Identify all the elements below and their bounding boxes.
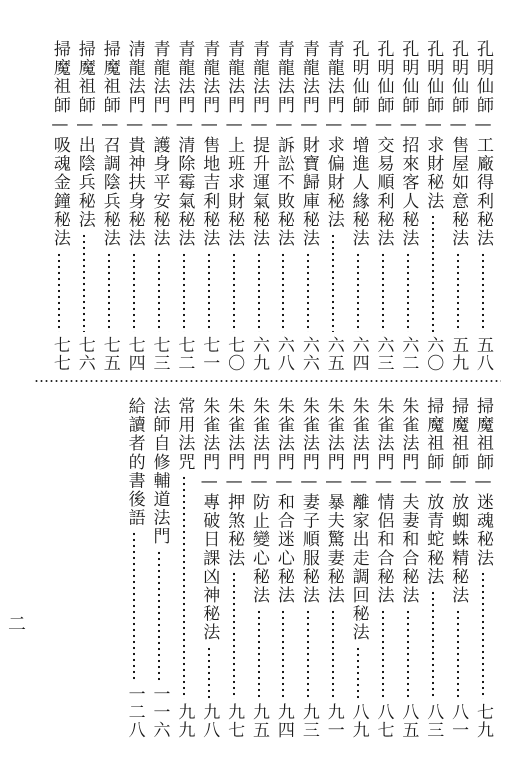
toc-entry-page: 九七 [224, 703, 245, 739]
dot-leader [482, 571, 484, 699]
toc-entry-page: 六四 [348, 336, 369, 372]
dot-leader [208, 646, 210, 699]
dot-leader [183, 252, 185, 332]
toc-entry[interactable] [271, 40, 296, 372]
toc-entry-page: 八九 [348, 703, 369, 739]
toc-entry[interactable] [221, 397, 246, 739]
toc-entry-title: 青龍法門—清除霉氣秘法 [174, 40, 195, 248]
toc-entry-page: 八一 [448, 703, 469, 739]
toc-entry[interactable] [171, 40, 196, 372]
toc-entry-title: 掃魔祖師—出陰兵秘法 [74, 40, 95, 229]
toc-entry-page: 九五 [249, 703, 270, 739]
toc-entry[interactable] [395, 40, 420, 372]
toc-entry[interactable] [296, 40, 321, 372]
dot-leader [407, 252, 409, 332]
toc-entry-title: 青龍法門—售地吉利秘法 [199, 40, 220, 248]
toc-entry[interactable] [147, 40, 172, 372]
toc-entry-title: 朱雀法門—離家出走調回秘法 [348, 397, 369, 642]
toc-entry-page: 七一 [199, 336, 220, 372]
toc-entry-title: 青龍法門—求偏財秘法 [323, 40, 344, 229]
toc-entry[interactable] [246, 397, 271, 739]
dot-leader [83, 233, 85, 332]
toc-entry-page: 六八 [273, 336, 294, 372]
toc-entry[interactable] [470, 397, 495, 739]
dot-leader [382, 609, 384, 699]
toc-entry-page: 七二 [174, 336, 195, 372]
toc-entry-title: 孔明仙師—工廠得利秘法 [473, 40, 494, 248]
dot-leader [58, 252, 60, 332]
toc-entry-page: 五九 [448, 336, 469, 372]
page-number: 二 [5, 614, 26, 632]
toc-entry-title: 青龍法門—訴訟不敗秘法 [273, 40, 294, 248]
toc-entry-page: 六二 [398, 336, 419, 372]
toc-entry-page: 六五 [323, 336, 344, 372]
toc-entry-title: 青龍法門—上班求財秘法 [224, 40, 245, 248]
dot-leader [233, 252, 235, 332]
dot-leader [282, 252, 284, 332]
toc-entry[interactable] [122, 397, 147, 739]
toc-entry[interactable] [72, 40, 97, 372]
toc-entry-title: 朱雀法門—夫妻和合秘法 [398, 397, 419, 605]
toc-entry[interactable] [420, 40, 445, 372]
toc-entry[interactable] [420, 397, 445, 739]
toc-entry-title: 朱雀法門—暴夫驚妻秘法 [323, 397, 344, 605]
toc-entry[interactable] [371, 40, 396, 372]
toc-entry-title: 朱雀法門—和合迷心秘法 [273, 397, 294, 605]
dot-leader [332, 609, 334, 699]
toc-entry-page: 八五 [398, 703, 419, 739]
dot-leader [432, 214, 434, 332]
toc-entry-page: 八三 [423, 703, 444, 739]
toc-entry-page: 六三 [373, 336, 394, 372]
toc-entry-title: 青龍法門—護身平安秘法 [149, 40, 170, 248]
toc-entry[interactable] [346, 397, 371, 739]
toc-entry[interactable] [171, 397, 196, 739]
toc-entry[interactable] [445, 397, 470, 739]
toc-entry-title: 孔明仙師—售屋如意秘法 [448, 40, 469, 248]
toc-entry[interactable] [246, 40, 271, 372]
toc-entry-page: 一二八 [124, 685, 145, 739]
toc-entry[interactable] [147, 397, 172, 739]
dot-leader [133, 252, 135, 332]
toc-entry[interactable] [196, 40, 221, 372]
dot-leader [158, 550, 160, 681]
toc-entry[interactable] [47, 40, 72, 372]
toc-entry[interactable] [221, 40, 246, 372]
toc-entry-title: 青龍法門—提升運氣秘法 [249, 40, 270, 248]
toc-entry-page: 九一 [323, 703, 344, 739]
toc-entry-page: 七七 [49, 336, 70, 372]
toc-entry-title: 朱雀法門—押煞秘法 [224, 397, 245, 568]
toc-entry-title: 孔明仙師—招來客人秘法 [398, 40, 419, 248]
toc-entry[interactable] [97, 40, 122, 372]
dot-leader [307, 252, 309, 332]
dot-leader [133, 531, 135, 681]
toc-entry-title: 給讀者的書後語 [124, 397, 145, 528]
toc-entry-page: 九三 [298, 703, 319, 739]
dot-leader [183, 475, 185, 699]
dot-leader [307, 609, 309, 699]
toc-entry-title: 清龍法門—貴神扶身秘法 [124, 40, 145, 248]
toc-entry-page: 九八 [199, 703, 220, 739]
toc-entry-title: 青龍法門—財寶歸庫秘法 [298, 40, 319, 248]
dot-leader [357, 646, 359, 699]
toc-entry-title: 孔明仙師—增進人緣秘法 [348, 40, 369, 248]
toc-entry-title: 朱雀法門—專破日課凶神秘法 [199, 397, 220, 642]
dot-leader [382, 252, 384, 332]
toc-entry-page: 七三 [149, 336, 170, 372]
toc-entry[interactable] [122, 40, 147, 372]
toc-entry[interactable] [321, 397, 346, 739]
toc-entry-page: 七五 [99, 336, 120, 372]
toc-entry-page: 五八 [473, 336, 494, 372]
toc-entry[interactable] [371, 397, 396, 739]
toc-entry-page: 八七 [373, 703, 394, 739]
dot-leader [457, 609, 459, 699]
dot-leader [108, 252, 110, 332]
dot-leader [457, 252, 459, 332]
toc-entry-title: 掃魔祖師—召調陰兵秘法 [99, 40, 120, 248]
toc-entry-page: 六〇 [423, 336, 444, 372]
toc-entry-page: 七〇 [224, 336, 245, 372]
toc-entry-page: 一一六 [149, 685, 170, 739]
toc-entry-title: 掃魔祖師—放蜘蛛精秘法 [448, 397, 469, 605]
toc-entry-title: 朱雀法門—防止變心秘法 [249, 397, 270, 605]
toc-entry-title: 法師自修輔道法門 [149, 397, 170, 546]
toc-entry-title: 朱雀法門—情侶和合秘法 [373, 397, 394, 605]
toc-entry-page: 九九 [174, 703, 195, 739]
toc-entry[interactable] [470, 40, 495, 372]
dot-leader [158, 252, 160, 332]
toc-entry-title: 掃魔祖師—放青蛇秘法 [423, 397, 444, 586]
toc-top-section [47, 40, 495, 372]
toc-entry-title: 孔明仙師—求財秘法 [423, 40, 444, 211]
dot-leader [282, 609, 284, 699]
toc-entry[interactable] [395, 397, 420, 739]
dot-leader [432, 590, 434, 699]
toc-entry[interactable] [321, 40, 346, 372]
toc-entry-page: 七六 [74, 336, 95, 372]
dot-leader [208, 252, 210, 332]
toc-bottom-section [122, 397, 495, 739]
toc-entry-page: 六六 [298, 336, 319, 372]
toc-entry-title: 掃魔祖師—迷魂秘法 [473, 397, 494, 568]
toc-entry-page: 六九 [249, 336, 270, 372]
toc-entry[interactable] [296, 397, 321, 739]
dot-leader [258, 609, 260, 699]
toc-entry-title: 常用法咒 [174, 397, 195, 472]
toc-entry-title: 孔明仙師—交易順利秘法 [373, 40, 394, 248]
dot-leader [357, 252, 359, 332]
toc-entry-title: 掃魔祖師—吸魂金鐘秘法 [49, 40, 70, 248]
dot-leader [258, 252, 260, 332]
toc-entry[interactable] [445, 40, 470, 372]
toc-entry-page: 九四 [273, 703, 294, 739]
toc-entry-page: 七四 [124, 336, 145, 372]
section-divider [34, 380, 501, 382]
toc-entry-title: 朱雀法門—妻子順服秘法 [298, 397, 319, 605]
toc-entry-page: 七九 [473, 703, 494, 739]
dot-leader [332, 233, 334, 332]
toc-entry[interactable] [196, 397, 221, 739]
dot-leader [407, 609, 409, 699]
dot-leader [482, 252, 484, 332]
toc-entry[interactable] [346, 40, 371, 372]
toc-entry[interactable] [271, 397, 296, 739]
dot-leader [233, 571, 235, 699]
